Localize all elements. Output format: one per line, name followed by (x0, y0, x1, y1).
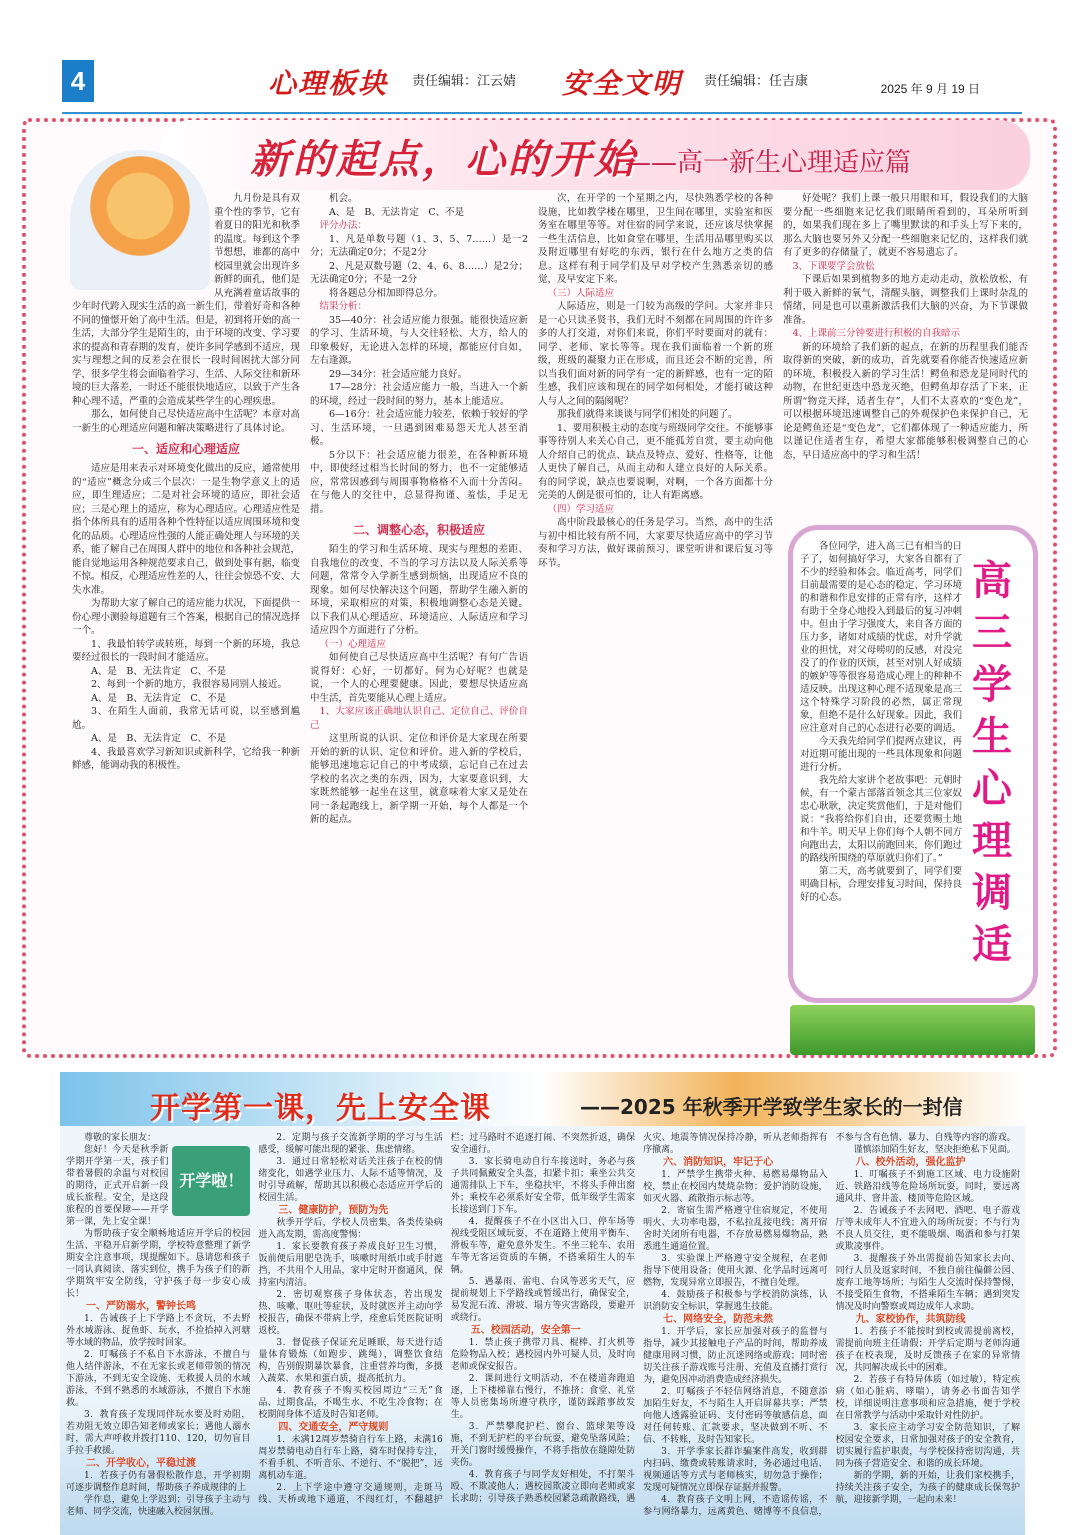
paragraph: 好处呢？我们上课一般只用眼和耳，假设我们的大脑要分配一些细胞来记忆我们眼睛所看到的，耳朵所听到的，如果我们现在多上了嘴里默读的和手头上写下来的，那么大脑也要另外又分配一些细胞来记忆的，这样我们就有了更多的存储量了，就更不容易遗忘了。 (783, 193, 1028, 258)
section-heading: 一、适应和心理适应 (131, 442, 240, 456)
paragraph: 1．禁止孩子携带刀具、棍棒、打火机等危险物品入校；遇校园内外可疑人员，及时向老师或保安报告。 (450, 1338, 636, 1372)
page-number: 4 (62, 60, 94, 102)
paragraph: 九月份是具有双重个性的季节，它有着夏日的阳光和秋季的温度。每到这个季节想想，谁都的高中校园里就会出现许多新鲜的面孔，他们是从充满着童话故事的少年时代跨入现实生活的高一新生们，带着好奇和各种不同的憧憬开始了高中生活。但是，初到将开始的高一生活，大部分学生是陌生的，由于环境的改变、学习要求的提高和青春期的发育，使许多同学感到不适应，现实与理想之间的反差会在很长一段时间困扰大部分同学，很多学生将会面临着学习、生活、人际交往和新环境的巨大落差，一时还不能很快地适应，以致于产生各种心理不适，严重的会造成某些学生的心理疾患。 (72, 193, 301, 407)
section-heading: 二、调整心态，积极适应 (352, 523, 485, 537)
header-divider (62, 112, 1022, 114)
article-column (310, 192, 528, 827)
paragraph: 3、在陌生人面前，我常无话可说，以至感到尴尬。 (72, 706, 300, 731)
paragraph: 3．提醒孩子外出需提前告知家长去向、同行人员及返家时间，不独自前往偏僻公园、废弃工地等场所；与陌生人交流时保持警惕，不接受陌生食物，不搭乘陌生车辆；遇到突发情况及时向警察或周边成年人求助。 (835, 1254, 1020, 1312)
paragraph: 35—40分：社会适应能力很强。能很快适应新的学习、生活环境，与人交往轻松、大方，给人的印象极好，无论进入怎样的环境，都能应付自如，左右逢源。 (310, 314, 528, 366)
paragraph: 4．教育孩子文明上网，不造谣传谣，不参与网络暴力，远离黄色、赌博等不良信息，不参与含有色情、暴力、自残等内容的游戏。 (643, 1133, 1016, 1517)
paragraph: 6—16分：社会适应能力较差，依赖于较好的学习、生活环境，一旦遇到困难易怨天尤人甚至消极。 (310, 409, 528, 447)
section-heading: 结果分析： (319, 301, 368, 312)
paragraph: 您好！今天是秋季新学期开学第一天，孩子们带着暑假的余温与对校园的期待，正式开启新一段成长旅程。安全，是这段旅程的首要保障——开学第一课，先上安全课！ (66, 1145, 169, 1227)
paragraph: 适应是用来表示对环境变化做出的反应，通常使用的“适应”概念分成三个层次：一是生物学意义上的适应，即生理适应；二是对社会环境的适应，即社会适应；三是心理上的适应，称为心理适应。心理适应性是指个体所具有的适用各种个性特征以适应周围环境和变化的品质。心理适应性强的人能正确处理人与环境的关系，能了解自己在周围人群中的地位和各种社会规范，能自觉地运用各种规范要求自己，做到处事有据，临变不惊。相反，心理适应性差的人，往往会惊恐不安、大失水准。 (72, 463, 301, 596)
section-heading: 二、开学收心，平稳过渡 (86, 1458, 196, 1469)
paragraph: 那么，如何使自己尽快适应高中生活呢？本章对高一新生的心理适应问题和解决策略进行了具体讨论。 (72, 409, 301, 434)
paragraph: 2．寄宿生需严格遵守住宿规定，不使用明火、大功率电器，不私拉乱接电线；离开宿舍时关闭所有电器，不存放易燃易爆物品，熟悉逃生通道位置。 (643, 1206, 828, 1252)
paragraph: 学作息，避免上学迟到；引导孩子主动与老师、同学交流，快速融入校园氛围。 (66, 1495, 251, 1517)
section-heading: 六、消防知识，牢记于心 (663, 1157, 774, 1168)
paragraph: 3．家长骑电动自行车接送时，务必与孩子共同佩戴安全头盔，扣紧卡扣；乘坐公共交通需排队上下车，坐稳扶牢，不将头手伸出窗外；乘校车必须系好安全带，低年级学生需家长接送到门下车。 (450, 1157, 636, 1215)
paragraph: 4．提醒孩子不在小区出入口、停车场等视线受阻区域玩耍，不在道路上使用平衡车、滑板车等，避免意外发生。不坐三轮车、农用车等无客运资质的车辆，不搭乘陌生人的车辆。 (450, 1217, 636, 1275)
paragraph: 3．督促孩子保证充足睡眠，每天进行适量体育锻炼（如跑步、跳绳），调整饮食结构，告别假期暴饮暴食，注重营养均衡，多摄入蔬菜、水果和蛋白质，提高抵抗力。 (258, 1338, 443, 1384)
paragraph: 陌生的学习和生活环境、现实与理想的差距、自我地位的改变、不当的学习方法以及人际关系等问题，常常令入学新生感到烦恼，出现适应不良的现象。如何尽快解决这个问题，帮助学生融入新的环境，采取相应的对策，积极地调整心态是关键。以下我们从心理适应、环境适应、人际适应和学习适应四个方面进行了分析。 (310, 544, 528, 636)
paragraph: 高中阶段最核心的任务是学习。当然，高中的生活与初中相比较有所不同，大家要尽快适应高中的学习节奏和学习方法，做好课前预习、课堂听讲和课后复习等环节。 (538, 517, 773, 569)
paragraph: 1、要用积极主动的态度与班级同学交往。不能够事事等待别人来关心自己，更不能孤芳自赏，要主动向他人介绍自己的优点、缺点及特点、爱好、性格等，让他人更快了解自己，从而主动和人建立良好的人际关系。有的同学说，缺点也要说啊，对啊，一个各方面都十分完美的人倒是很可怕的，让人有距离感。 (538, 422, 773, 501)
paragraph: 人际适应，则是一门较为高级的学问。大家并非只是一心只读圣贤书，我们无时不刻都在同周围的许许多多的人打交道，对你们来说，你们平时要面对的就有：同学、老师、家长等等。现在我们面临着一个新的班级，班级的凝聚力正在形成，而且还会不断的完善，所以当我们面对新的同学有一定的新鲜感，也有一定的陌生感，我们应该和现在的同学如何相处，才能打破这种人与人之间的隔阂呢？ (538, 301, 773, 407)
paragraph: 1．叮嘱孩子不到施工区域、电力设施附近、铁路沿线等危险场所玩耍，同时，要远离通风井、窨井盖、楼顶等危险区域。 (835, 1170, 1020, 1204)
article-title: 新的起点，心的开始 (250, 137, 637, 183)
section-heading: 九、家校协作，共筑防线 (855, 1314, 966, 1325)
paragraph: 这里所说的认识、定位和评价是大家现在所要开始的新的认识、定位和评价。进入新的学校后，能够迅速地忘记自己的中考成绩，忘记自己在过去学校的名次之类的东西，因为，大家要意识到，大家既然能够一起坐在这里，就意味着大家又是处在同一条起跑线上，新学期一开始，每个人都是一个新的起点。 (310, 733, 528, 825)
paragraph: A、是 B、无法肯定 C、不是 (91, 733, 227, 744)
article-subtitle: ——高一新生心理适应篇 (625, 148, 912, 178)
paragraph: 秋季开学后，学校人员密集，各类传染病进入高发期，需高度警惕： (258, 1218, 443, 1240)
paragraph: 1、凡是单数号题（1、3、5、7……）是一2分；无法确定0分；不是2分 (310, 233, 528, 258)
paragraph: 1、我最怕转学或转班，每到一个新的环境，我总要经过很长的一段时间才能适应。 (72, 638, 300, 663)
section-heading: （三）人际适应 (547, 287, 615, 299)
paragraph: 2．告诫孩子不去网吧、酒吧、电子游戏厅等未成年人不宜进入的场所玩耍；不与行为不良人员交往，更不能吸烟、喝酒和参与打架或欺凌事件。 (835, 1206, 1020, 1252)
section-heading: 3、下课要学会放松 (792, 260, 875, 272)
letter-body (66, 1132, 1020, 1518)
paragraph: 2、凡是双数号题（2、4、6、8……）是2分；无法确定0分；不是一2分 (310, 260, 528, 285)
paragraph: 29—34分：社会适应能力良好。 (329, 368, 468, 380)
section-heading: （四）学习适应 (547, 503, 615, 515)
section-heading: 1、大家应该正确地认识自己、定位自己、评价自己 (310, 706, 528, 731)
section-heading: 评分办法： (319, 220, 368, 231)
paragraph: 各位同学，进入高三已有相当的日子了，如何搞好学习，大家各自都有了不少的经验和体会。临近高考，同学们目前最需要的是心态的稳定、学习环境的和谐和作息安排的正常有序，这样才有助于全身心地投入到最后的复习冲刺中。但由于学习强度大，来自各方面的压力多，诸如对成绩的忧虑，对升学就业的担忧，对父母唠叨的反感，对没完没了的作业的厌烦，甚至对别人好成绩的嫉妒等等很容易造成心理上的种种不适反映。出现这种心理不适现象是高三这个特殊学习阶段的必然，属正常现象，但绝不是什么好现象。因此，我们应注意对自己的心态进行必要的调适。 (800, 541, 962, 734)
paragraph: 新的环境给了我们新的起点，在新的历程里我们能否取得新的突破，新的成功，首先就要看你能否快速适应新的环境，积极投入新的学习生活！鳄鱼和恐龙是同时代的动物，在世纪更迭中恐龙灭绝，但鳄鱼却存活了下来，正所谓“物竞天择，适者生存”，人们不太喜欢的“变色龙”，可以根据环境迅速调整自己的外观保护色来保护自己，无论是鳄鱼还是“变色龙”，它们都体现了一种适应能力，所以谨记住适者生存，希望大家都能够积极调整自己的心态，早日适应高中的学习和生活！ (783, 341, 1028, 461)
sidebar-article-text (800, 540, 962, 904)
paragraph: 那我们就得来谈谈与同学们相处的问题了。 (557, 409, 738, 420)
school-start-image: 开学啦！ (172, 1146, 250, 1216)
paragraph: A、是 B、无法肯定 C、不是 (91, 692, 227, 704)
issue-date: 2025 年 9 月 19 日 (880, 82, 980, 96)
paragraph: 1．若孩子不能按时到校或需提前离校，需提前向班主任请假；开学后定期与老师沟通孩子在校表现，及时反馈孩子在家的异常情况，共同解决成长中的困难。 (835, 1327, 1020, 1373)
paragraph: 尊敬的家长朋友： (84, 1133, 157, 1143)
paragraph: 将各题总分相加即得总分。 (329, 287, 444, 299)
paragraph: 2．若孩子有特异体质（如过敏），特定疾病（如心脏病、哮喘），请务必书面告知学校，详细说明注意事项和应急措施，便于学校在日常教学与活动中采取针对性防护。 (835, 1375, 1020, 1421)
paragraph: 4．教育孩子不购买校园周边“三无”食品、过期食品，不喝生水、不吃生冷食物；在校期间身体不适及时告知老师。 (258, 1386, 443, 1420)
paragraph: 2．定期与孩子交流新学期的学习与生活感受，缓解可能出现的紧张、焦虑情绪。 (258, 1133, 443, 1155)
paragraph: 2．课间进行文明活动，不在楼道奔跑追逐，上下楼梯靠右慢行，不推挤；食堂、礼堂等人员密集场所遵守秩序，谨防踩踏事故发生。 (450, 1374, 636, 1420)
paragraph: 2、每到一个新的地方，我很容易同别人接近。 (91, 679, 288, 690)
paragraph: 如何使自己尽快适应高中生活呢？有句广告语说得好：心好，一切都好。何为心好呢？也就是说，一个人的心理要健康。因此，要想尽快适应高中生活，首先要能从心理上适应。 (310, 652, 528, 704)
section-heading: 四、交通安全，严守规则 (278, 1422, 389, 1433)
section-heading: 八、校外活动，强化监护 (855, 1157, 966, 1168)
article-column (72, 192, 300, 773)
paragraph: 机会。 (329, 193, 358, 204)
paragraph: 1．未满12周岁禁骑自行车上路，未满16周岁禁骑电动自行车上路，骑车时保持专注，不看手机、不听音乐、不逆行、不“脱把”，远离机动车道。 (258, 1435, 443, 1481)
paragraph: 3．教育孩子发现同伴玩水要及时劝阻，若劝阻无效立即告知老师或家长；遇他人溺水时，需大声呼救并拨打110、120，切勿盲目手拉手救援。 (66, 1410, 251, 1456)
section-heading: 五、校园活动，安全第一 (470, 1325, 581, 1336)
paragraph: 2．叮嘱孩子不私自下水游泳，不擅自与他人结伴游泳，不在无家长或老师带领的情况下游泳，不到无安全设施、无救援人员的水域游泳，不到不熟悉的水域游泳，不擅自下水施救。 (66, 1350, 251, 1408)
paragraph: 谨慎添加陌生好友，坚决拒绝私下见面。 (853, 1145, 1016, 1155)
section-title-psychology: 心理板块 (268, 67, 389, 100)
paragraph: 3．通过日常轻松对话关注孩子在校的情绪变化，如遇学业压力、人际不适等情况，及时引导疏解，帮助其以积极心态适应开学后的校园生活。 (258, 1157, 443, 1203)
editor-credit-2: 责任编辑：任吉康 (704, 74, 809, 89)
safety-letter-title: 开学第一课，先上安全课 (150, 1091, 491, 1126)
paragraph: A、是 B、无法肯定 C、不是 (329, 206, 465, 218)
paragraph: 下课后如果到植物多的地方走动走动，放松放松，有利于吸入新鲜的氧气，清醒头脑，调整我们上课时杂乱的情绪，同是也可以重新激活我们大脑的兴奋，为下节课做准备。 (783, 274, 1028, 326)
paragraph: 1．若孩子仍有暑假松散作息，开学初期可逐步调整作息时间，帮助孩子养成规律的上 (66, 1471, 251, 1493)
section-title-safety: 安全文明 (562, 67, 683, 100)
section-heading: 三、健康防护，预防为先 (278, 1205, 389, 1216)
paragraph: 5分以下：社会适应能力很差，在各种新环境中，即使经过相当长时间的努力，也不一定能够适应，常常因感到与周围事物格格不入而十分苦闷。在与他人的交往中，总显得拘谨、羞怯，手足无措。 (310, 449, 528, 515)
paragraph: 为帮助孩子安全顺畅地适应开学后的校园生活、平稳开启新学期，学校特意整理了新学期安全注意事项，现提醒如下。恳请您和孩子一同认真阅读、落实到位，携手为孩子们的新学期筑牢安全防线，守护孩子每一步安心成长！ (66, 1229, 251, 1299)
paragraph: 新的学期，新的开始，让我们家校携手，持续关注孩子安全，为孩子的健康成长保驾护航，迎接新学期，一起向未来！ (835, 1471, 1020, 1505)
paragraph: 5．遇暴雨、雷电、台风等恶劣天气，应提前规划上下学路线或暂缓出行，确保安全，易发泥石流、滑坡、塌方等灾害路段，要避开或绕行。 (450, 1277, 636, 1323)
editor-credit-1: 责任编辑：江云婧 (412, 74, 517, 89)
paragraph: 1．严禁学生携带火种、易燃易爆物品入校，禁止在校园内焚烧杂物；爱护消防设施，如灭火器、疏散指示标志等。 (643, 1170, 828, 1204)
paragraph: 1．开学后，家长应加强对孩子的监督与指导，减少其接触电子产品的时间，帮助养成健康用网习惯，防止沉迷网络或游戏；同时密切关注孩子游戏账号注册、充值及直播打赏行为，避免因冲动消费造成经济损失。 (643, 1327, 828, 1385)
paragraph: 17—28分：社会适应能力一般，当进入一个新的环境，经过一段时间的努力，基本上能适应。 (310, 382, 528, 407)
paragraph: 1．告诫孩子上下学路上不贪玩，不去野外水域游泳、捉鱼虾、玩水，不捡拾掉入河塘等水域的物品，放学按时回家。 (66, 1314, 251, 1348)
section-heading: 一、严防溺水，警钟长鸣 (86, 1301, 196, 1312)
paragraph: 3．开学季家长群诈骗案件高发，收到群内扫码、缴费或转账请求时，务必通过电话、视频通话等方式与老师核实，切勿急于操作；发现可疑情况立即保存证据并报警。 (643, 1447, 828, 1493)
paragraph: 3．实验课上严格遵守安全规程，在老师指导下使用设备；使用火源、化学品时远离可燃物，发现异常立即报告，不擅自处理。 (643, 1254, 828, 1288)
paragraph: 4、我最喜欢学习新知识或新科学，它给我一种新鲜感，能调动我的积极性。 (72, 746, 300, 771)
paragraph: 2．叮嘱孩子不轻信网络消息，不随意添加陌生好友，不与陌生人开启屏幕共享；严禁向他人透露验证码、支付密码等敏感信息，面对任何转账、汇款要求，坚决做到不听、不信、不转账，及时告知家长。 (643, 1387, 828, 1445)
article-column (783, 192, 1028, 462)
paragraph: 今天我先给同学们提两点建议，再对近期可能出现的一些具体现象和问题进行分析。 (800, 736, 962, 773)
safety-letter-subtitle: ——2025 年秋季开学致学生家长的一封信 (580, 1095, 963, 1119)
section-heading: （一）心理适应 (319, 638, 387, 650)
paragraph: 第二天，高考就要到了，同学们要明确目标，合理安排复习时间，保持良好的心态。 (800, 866, 962, 903)
section-heading: 4、上课前三分钟要进行积极的自我暗示 (792, 328, 961, 339)
paragraph: 2．密切观察孩子身体状态，若出现发热、咳嗽、呕吐等症状，及时就医并主动向学校报告，确保不带病上学，痊愈后凭医院证明返校。 (258, 1290, 443, 1336)
paragraph: A、是 B、无法肯定 C、不是 (91, 665, 227, 677)
section-heading: 七、网络安全，防范未然 (663, 1314, 774, 1325)
paragraph: 2．上下学途中遵守交通规则，走斑马线、天桥或地下通道，不闯红灯，不翻越护栏；过马路时不追逐打闹、不突然折返，确保安全通行。 (258, 1133, 636, 1505)
paragraph: 4．教育孩子与同学友好相处，不打架斗殴、不欺凌他人；遇校园欺凌立即向老师或家长求助；引导孩子熟悉校园紧急疏散路线，遇火灾、地震等情况保持冷静，听从老师指挥有序撤离。 (450, 1133, 828, 1504)
paragraph: 4．鼓励孩子积极参与学校消防演练，认识消防安全标识，掌握逃生技能。 (643, 1290, 828, 1312)
sidebar-article-title: 高三学生心理调适 (972, 558, 1012, 968)
article-column (538, 192, 773, 570)
paragraph: 3．严禁攀爬护栏、窗台、篮球架等设施，不到无护栏的平台玩耍，避免坠落风险；开关门窗时缓慢操作，不将手指放在缝隙处防夹伤。 (450, 1422, 636, 1468)
paragraph: 1．家长要教育孩子养成良好卫生习惯，饭前便后用肥皂洗手，咳嗽时用纸巾或手肘遮挡，不共用个人用品，家中定时开窗通风，保持室内清洁。 (258, 1242, 443, 1288)
grass-decoration (790, 1005, 1035, 1055)
paragraph: 为帮助大家了解自己的适应能力状况，下面提供一份心理小测验每道题有三个答案，根据自己的情况选择一个。 (72, 598, 301, 636)
paragraph: 3．家长应主动学习安全防范知识，了解校园安全要求，日常加强对孩子的安全教育，切实履行监护职责，与学校保持密切沟通，共同为孩子营造安全、和谐的成长环境。 (835, 1423, 1020, 1469)
paragraph: 我先给大家讲个老故事吧：元朝时候，有一个蒙古部落首领念其三位家奴忠心耿耿，决定奖赏他们，于是对他们说：“我将给你们自由，还要赏赐土地和牛羊。明天早上你们每个人朝不同方向跑出去，太阳以前跑回来，你们跑过的路线所围绕的草原就归你们了。” (800, 775, 962, 864)
paragraph: 次，在开学的一个星期之内，尽快熟悉学校的各种设施，比如教学楼在哪里，卫生间在哪里，实验室和医务室在哪里等等。对住宿的同学来说，还应该尽快掌握一些生活信息，比如食堂在哪里，生活用品哪里购买以及附近哪里有好吃的东西，银行在什么地方之类的信息。这样有利于同学们及早对学校产生熟悉亲切的感觉，及早安定下来。 (538, 193, 773, 285)
